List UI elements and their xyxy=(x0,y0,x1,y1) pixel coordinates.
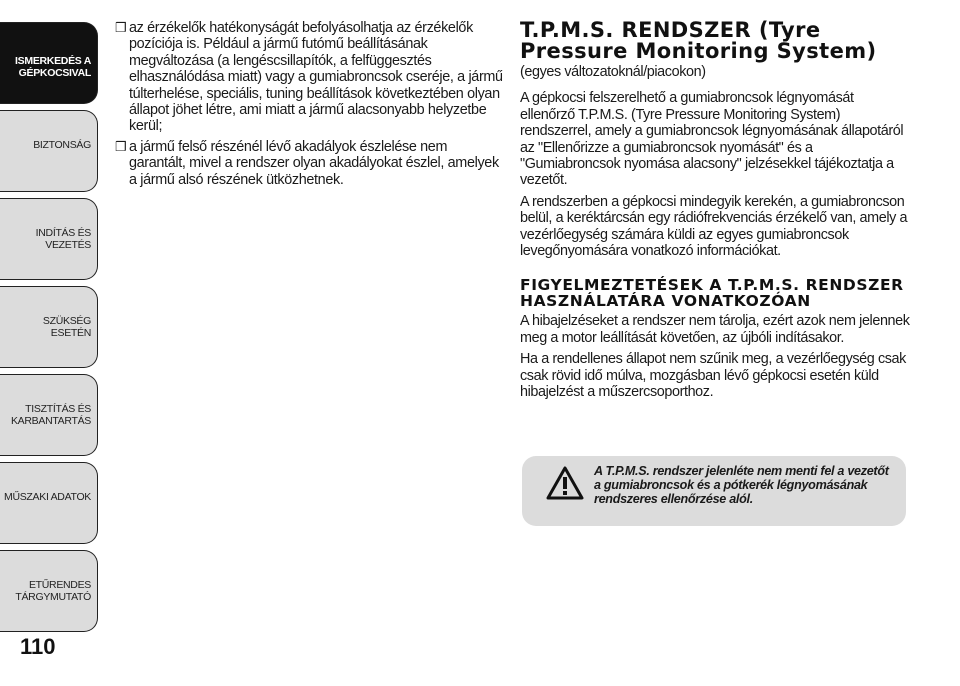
tab-inditas-es-vezetes[interactable] xyxy=(0,198,98,280)
tab-label: SZÜKSÉG ESETÉN xyxy=(42,315,91,339)
tab-label: ETŰRENDES TÁRGYMUTATÓ xyxy=(15,579,91,603)
right-column xyxy=(520,20,910,406)
body-paragraph: A rendszerben a gépkocsi mindegyik kerekén, a gumiabroncson belül, a keréktárcsán egy rádiófrekvenciás érzékelő van, amely a vezérlőegység számára küldi az egyes gumiabroncsok levegőnyomására vonatkozó információkat. xyxy=(520,193,908,260)
tab-ismerkedes[interactable] xyxy=(0,22,98,104)
checkbox-bullet-icon: ❒ xyxy=(115,138,127,154)
left-column xyxy=(115,20,505,192)
list-item xyxy=(115,20,505,135)
warnings-heading: FIGYELMEZTETÉSEK A T.P.M.S. RENDSZER HASZNÁLATÁRA VONATKOZÓAN xyxy=(520,276,904,311)
body-paragraph: A gépkocsi felszerelhető a gumiabroncsok légnyomását ellenőrző T.P.M.S. (Tyre Pressure Monitoring System) rendszerrel, amely a gumiabroncsok légnyomásának állapotáról az "Ellenőrizze a gumiabroncsok nyomását" és a "Gumiabroncsok nyomása alacsony" jelzésekkel tájékoztatja a vezetőt. xyxy=(520,90,904,189)
tab-tisztitas-es-karbantartas[interactable] xyxy=(0,374,98,456)
section-title: T.P.M.S. RENDSZER (Tyre Pressure Monitoring System) xyxy=(520,18,877,63)
checkbox-bullet-icon: ❒ xyxy=(115,20,127,35)
warning-triangle-icon xyxy=(546,466,584,500)
tab-label: INDÍTÁS ÉS VEZETÉS xyxy=(35,227,91,251)
tab-muszaki-adatok[interactable] xyxy=(0,462,98,544)
tab-label: MŰSZAKI ADATOK xyxy=(4,491,92,503)
body-paragraph: A hibajelzéseket a rendszer nem tárolja, ezért azok nem jelennek meg a motor leállítását követően, az újbóli indításakor. xyxy=(520,313,910,346)
list-item xyxy=(115,139,505,188)
tab-label: BIZTONSÁG xyxy=(33,139,91,151)
list-item-text: a jármű felső részénél lévő akadályok észlelése nem garantált, mivel a rendszer olyan akadályokat észlel, amelyek a jármű alsó részének ütközhetnek. xyxy=(129,138,499,188)
tab-label: TISZTÍTÁS ÉS KARBANTARTÁS xyxy=(10,403,91,427)
tab-szukseg-eseten[interactable] xyxy=(0,286,98,368)
tab-targymutato[interactable] xyxy=(0,550,98,632)
tab-label: ISMERKEDÉS A GÉPKOCSIVAL xyxy=(15,55,91,79)
body-paragraph: Ha a rendellenes állapot nem szűnik meg, a vezérlőegység csak csak rövid idő múlva, mozgásban lévő gépkocsi esetén küld hibajelzést a műszercsoporthoz. xyxy=(520,351,906,401)
list-item-text: az érzékelők hatékonyságát befolyásolhatja az érzékelők pozíciója is. Például a jármű futómű beállításának megváltozása (a lengéscsillapítók, a felfüggesztés elhasználódása miatt) vagy a gumiabroncsok cseréje, a jármű túlterhelése, speciális, tuning beállítások következtében olyan állapot jöhet létre, ami miatt a jármű alacsonyabb helyzetbe kerül; xyxy=(129,20,503,135)
warning-text: A T.P.M.S. rendszer jelenléte nem menti fel a vezetőt a gumiabroncsok és a pótkerék légnyomásának rendszeres ellenőrzése alól. xyxy=(594,464,889,506)
page-number: 110 xyxy=(20,634,56,659)
tab-biztonsag[interactable] xyxy=(0,110,98,192)
warning-box xyxy=(522,456,906,526)
section-subtitle: (egyes változatoknál/piacokon) xyxy=(520,64,706,80)
